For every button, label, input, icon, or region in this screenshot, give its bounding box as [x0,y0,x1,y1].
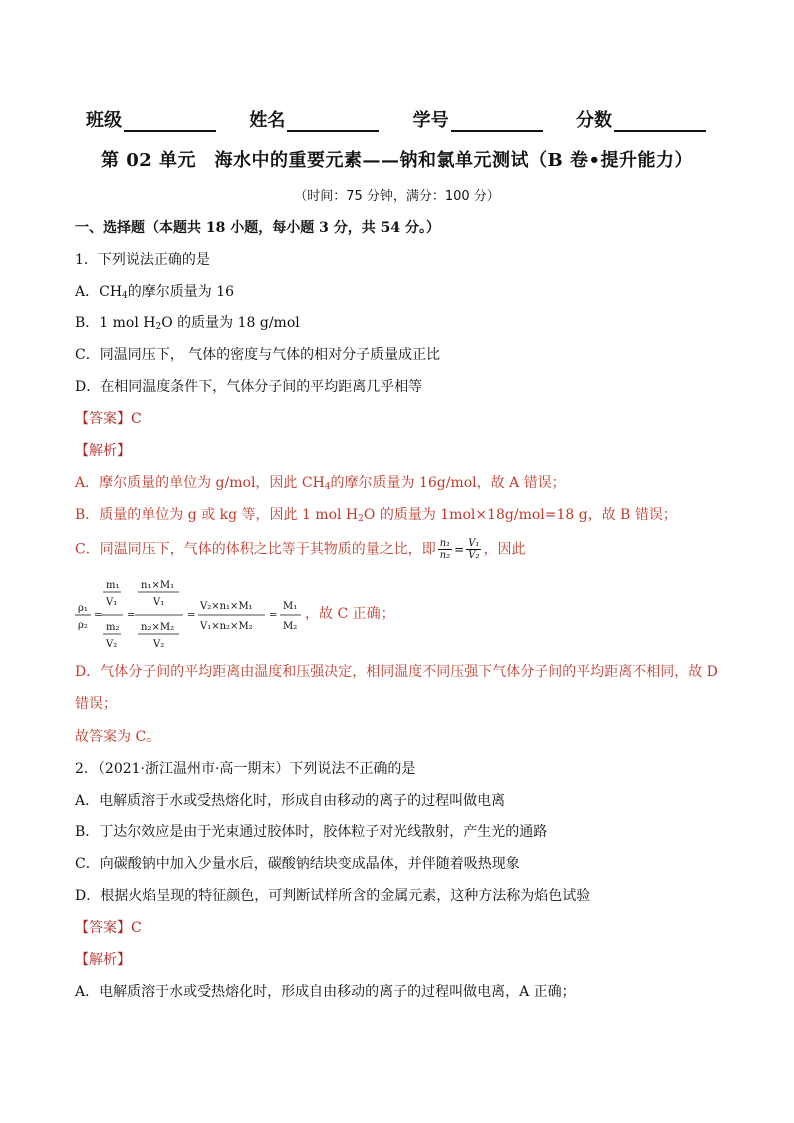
q1-exp-c: C．同温同压下，气体的体积之比等于其物质的量之比，即 $\frac{\text{n₁}}{\text{n₂}}$ = $\frac{\text{V₁}}{\text{V₂}}$ ，因此 [75,538,526,561]
density-formula [75,578,415,650]
q1-option-b-sub: 2 [155,322,162,332]
frac-n2: n₂ [439,550,451,561]
ratio-fraction-v [466,538,481,561]
q1-option-d: D．在相同温度条件下，气体分子间的平均距离几乎相等 [75,379,423,395]
q1-exp-c-prefix: C．同温同压下，气体的体积之比等于其物质的量之比，即 [75,541,436,558]
page-title: 第 02 单元 海水中的重要元素——钠和氯单元测试（B 卷•提升能力） [100,150,694,171]
q1-analysis-label: 【解析】 [75,443,131,459]
q2-exp-a: A．电解质溶于水或受热熔化时，形成自由移动的离子的过程叫做电离，A 正确； [75,984,576,1000]
q1-exp-a-prefix: A．摩尔质量的单位为 g/mol，因此 CH [75,475,325,491]
q1-exp-a [75,473,566,497]
q1-option-a-suffix: 的摩尔质量为 16 [127,284,235,300]
q1-option-a [75,282,234,306]
density-formula-svg [75,578,415,650]
formula-M2: M₂ [283,621,298,632]
q1-option-b-prefix: B．1 mol H [75,315,156,331]
page-subtitle: （时间：75 分钟，满分：100 分） [294,189,500,204]
q2-option-c: C．向碳酸钠中加入少量水后，碳酸钠结块变成晶体，并伴随着吸热现象 [75,856,520,872]
class-label: 班级 [86,110,122,131]
name-blank[interactable] [287,110,379,132]
id-blank[interactable] [451,110,543,132]
formula-den3: V₁×n₂×M₂ [200,621,253,632]
q2-answer: 【答案】C [75,920,142,936]
q1-exp-b-suffix: O 的质量为 1mol×18g/mol=18 g，故 B 错误； [363,507,677,523]
formula-num3: V₂×n₁×M₁ [200,601,253,612]
formula-V2b: V₂ [153,639,165,650]
formula-m1: m₁ [106,580,120,591]
formula-V1: V₁ [106,597,118,608]
formula-eq3: = [187,610,196,621]
q1-conclusion: 故答案为 C。 [75,729,161,745]
q1-option-b [75,313,300,337]
q1-exp-a-sub: 4 [324,482,331,492]
formula-tail: ，故 C 正确； [305,606,395,622]
q1-exp-d-line2: 错误； [75,696,117,712]
formula-rho2: ρ₂ [78,620,88,631]
q1-exp-d-line1: D．气体分子间的平均距离由温度和压强决定，相同温度不同压强下气体分子间的平均距离不相同，故 D [75,664,718,680]
ratio-fraction-n [438,538,452,561]
score-field [576,104,706,132]
q1-option-b-suffix: O 的质量为 18 g/mol [161,315,300,331]
formula-eq2: = [127,610,136,621]
q1-option-a-prefix: A．CH [75,284,123,300]
score-blank[interactable] [614,110,706,132]
q2-option-a: A．电解质溶于水或受热熔化时，形成自由移动的离子的过程叫做电离 [75,793,506,809]
q1-exp-b-sub: 2 [358,514,364,524]
formula-V1b: V₁ [153,597,165,608]
class-field [86,104,216,132]
formula-rho1: ρ₁ [78,603,88,614]
formula-M1: M₁ [283,601,298,612]
section-heading: 一、选择题（本题共 18 小题，每小题 3 分，共 54 分。） [75,220,440,236]
class-blank[interactable] [124,110,216,132]
q1-answer: 【答案】C [75,411,142,427]
q1-exp-a-suffix: 的摩尔质量为 16g/mol，故 A 错误； [330,475,566,491]
id-label: 学号 [412,110,449,131]
frac-v1: V₁ [468,538,480,549]
formula-m2: m₂ [106,622,120,633]
frac-n1: n₁ [439,538,451,549]
id-field [413,104,543,132]
q1-exp-c-suffix: ，因此 [483,541,526,558]
name-field [249,104,379,132]
formula-eq1: = [94,610,103,621]
q2-stem: 2．（2021·浙江温州市·高一期末）下列说法不正确的是 [75,761,416,777]
q1-option-a-sub: 4 [122,291,128,301]
frac-v2: V₂ [468,550,480,561]
q2-option-d: D．根据火焰呈现的特征颜色，可判断试样所含的金属元素，这种方法称为焰色试验 [75,888,591,904]
q1-option-c: C．同温同压下， 气体的密度与气体的相对分子质量成正比 [75,347,441,363]
formula-eq4: = [269,610,278,621]
formula-V2: V₂ [106,639,118,650]
q2-option-b: B．丁达尔效应是由于光束通过胶体时，胶体粒子对光线散射，产生光的通路 [75,824,548,840]
formula-n1M1: n₁×M₁ [141,580,175,591]
formula-n2M2: n₂×M₂ [141,622,175,633]
name-label: 姓名 [249,110,286,131]
header-fields [86,104,706,132]
score-label: 分数 [575,110,612,131]
q1-exp-b [75,505,677,529]
q1-exp-b-prefix: B．质量的单位为 g 或 kg 等，因此 1 mol H [75,507,359,523]
q2-analysis-label: 【解析】 [75,952,131,968]
q1-stem: 1．下列说法正确的是 [75,252,210,268]
